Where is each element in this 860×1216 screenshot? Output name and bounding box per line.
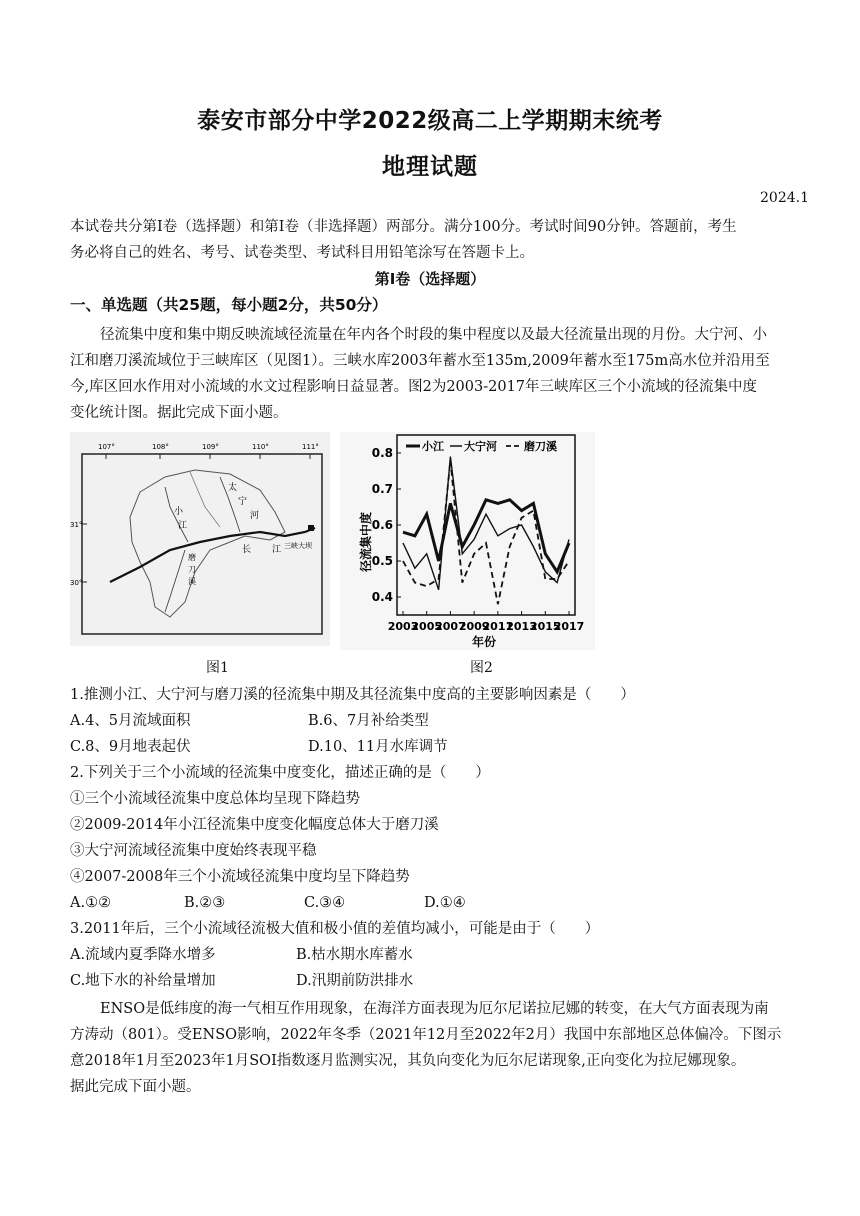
lon-label: 109° — [202, 443, 219, 451]
series-line-磨刀溪 — [403, 460, 569, 604]
passage1-line-1: 径流集中度和集中期反映流域径流量在年内各个时段的集中程度以及最大径流量出现的月份。大宁河、小 — [100, 327, 767, 343]
y-tick-label: 0.7 — [371, 482, 393, 496]
question-3-stem: 3.2011年后，三个小流域径流极大值和极小值的差值均减小，可能是由于（ ） — [70, 921, 600, 937]
question-1-stem: 1.推测小江、大宁河与磨刀溪的径流集中期及其径流集中度高的主要影响因素是（ ） — [70, 687, 635, 703]
modaoxi-river — [165, 550, 185, 612]
figure-1-caption: 图1 — [206, 660, 229, 676]
y-tick-label: 0.5 — [371, 554, 393, 568]
place-label: 宁 — [238, 497, 248, 507]
lon-label: 107° — [98, 443, 115, 451]
plot-frame — [397, 435, 575, 615]
yangtze-river — [110, 528, 315, 582]
question-2-option-c: C.③④ — [304, 895, 346, 911]
x-tick-label: 2015 — [529, 620, 561, 633]
passage2-line-1: ENSO是低纬度的海一气相互作用现象，在海洋方面表现为厄尔尼诺拉尼娜的转变，在大气方面表现为南 — [100, 1001, 769, 1017]
question-1-option-a: A.4、5月流域面积 — [70, 713, 191, 729]
y-tick-label: 0.4 — [371, 590, 393, 604]
question-2-statement-2: ②2009-2014年小江径流集中度变化幅度总体大于磨刀溪 — [70, 817, 439, 833]
intro-line-1: 本试卷共分第Ⅰ卷（选择题）和第Ⅰ卷（非选择题）两部分。满分100分。考试时间90分钟。答题前，考生 — [70, 219, 737, 235]
place-label: 江 — [178, 521, 188, 531]
x-tick-label: 2011 — [482, 620, 514, 633]
lon-label: 108° — [152, 443, 169, 451]
figure-1-map — [70, 432, 330, 646]
y-axis-label: 径流集中度 — [359, 511, 373, 572]
question-1-option-c: C.8、9月地表起伏 — [70, 739, 191, 755]
passage1-line-3: 今,库区回水作用对小流域的水文过程影响日益显著。图2为2003-2017年三峡库区三个小流域的径流集中度 — [70, 379, 758, 395]
question-2-option-a: A.①② — [70, 895, 112, 911]
place-label: 小 — [174, 507, 184, 517]
question-2-stem: 2.下列关于三个小流域的径流集中度变化，描述正确的是（ ） — [70, 765, 490, 781]
passage2-line-3: 意2018年1月至2023年1月SOI指数逐月监测实况，其负向变化为厄尔尼诺现象,正向变化为拉尼娜现象。 — [70, 1053, 746, 1069]
place-label: 江 — [272, 545, 282, 555]
x-tick-label: 2013 — [506, 620, 537, 633]
part-title: 一、单选题（共25题，每小题2分，共50分） — [70, 296, 388, 314]
figure-2-caption: 图2 — [470, 660, 493, 676]
exam-title: 泰安市部分中学2022级高二上学期期末统考 — [197, 108, 663, 134]
place-label: 太 — [228, 483, 238, 493]
x-tick-label: 2005 — [411, 620, 443, 633]
question-2-statement-3: ③大宁河流域径流集中度始终表现平稳 — [70, 843, 317, 859]
lat-label: 31° — [70, 521, 83, 529]
question-3-option-a: A.流域内夏季降水增多 — [70, 947, 216, 963]
legend-label: 磨刀溪 — [524, 440, 557, 453]
question-2-statement-4: ④2007-2008年三个小流域径流集中度均呈下降趋势 — [70, 869, 410, 885]
question-1-option-b: B.6、7月补给类型 — [308, 713, 429, 729]
question-2-option-b: B.②③ — [184, 895, 226, 911]
place-label: 溪 — [188, 577, 196, 586]
place-label: 磨 — [188, 553, 196, 562]
question-3-option-b: B.枯水期水库蓄水 — [296, 947, 413, 963]
figure-2-chart — [340, 432, 595, 650]
exam-subtitle: 地理试题 — [382, 154, 478, 180]
passage2-line-4: 据此完成下面小题。 — [70, 1079, 201, 1095]
chart-svg — [340, 432, 595, 650]
y-tick-label: 0.8 — [371, 446, 393, 460]
question-2-statement-1: ①三个小流域径流集中度总体均呈现下降趋势 — [70, 791, 360, 807]
exam-date: 2024.1 — [760, 190, 809, 206]
x-axis-label: 年份 — [472, 635, 497, 649]
divide-line — [190, 472, 220, 527]
question-3-option-c: C.地下水的补给量增加 — [70, 973, 216, 989]
x-tick-label: 2003 — [387, 620, 419, 633]
place-label: 河 — [250, 511, 260, 521]
watershed-boundary — [130, 470, 285, 617]
intro-line-2: 务必将自己的姓名、考号、试卷类型、考试科目用铅笔涂写在答题卡上。 — [70, 245, 534, 261]
place-label: 刀 — [188, 565, 196, 574]
question-3-option-d: D.汛期前防洪排水 — [296, 973, 414, 989]
section-title: 第Ⅰ卷（选择题） — [374, 270, 486, 288]
passage1-line-2: 江和磨刀溪流域位于三峡库区（见图1）。三峡水库2003年蓄水至135m,2009年蓄水至175m高水位并沿用至 — [70, 353, 770, 369]
lon-label: 111° — [302, 443, 319, 451]
legend-label: 大宁河 — [464, 440, 497, 453]
passage1-line-4: 变化统计图。据此完成下面小题。 — [70, 405, 288, 421]
lat-label: 30° — [70, 579, 83, 587]
series-group — [403, 457, 569, 605]
place-label: 三峡大坝 — [284, 542, 312, 550]
x-tick-label: 2007 — [435, 620, 466, 633]
dam-marker — [308, 525, 314, 531]
question-1-option-d: D.10、11月水库调节 — [308, 739, 448, 755]
y-tick-label: 0.6 — [371, 518, 393, 532]
x-tick-label: 2017 — [553, 620, 585, 633]
question-2-option-d: D.①④ — [424, 895, 466, 911]
map-svg — [70, 432, 330, 646]
series-line-小江 — [403, 500, 569, 572]
legend — [406, 439, 557, 453]
x-tick-label: 2009 — [458, 620, 490, 633]
legend-label: 小江 — [422, 440, 444, 453]
lon-label: 110° — [252, 443, 269, 451]
passage2-line-2: 方涛动（801）。受ENSO影响，2022年冬季（2021年12月至2022年2月）我国中东部地区总体偏冷。下图示 — [70, 1027, 782, 1043]
place-label: 长 — [242, 545, 252, 555]
